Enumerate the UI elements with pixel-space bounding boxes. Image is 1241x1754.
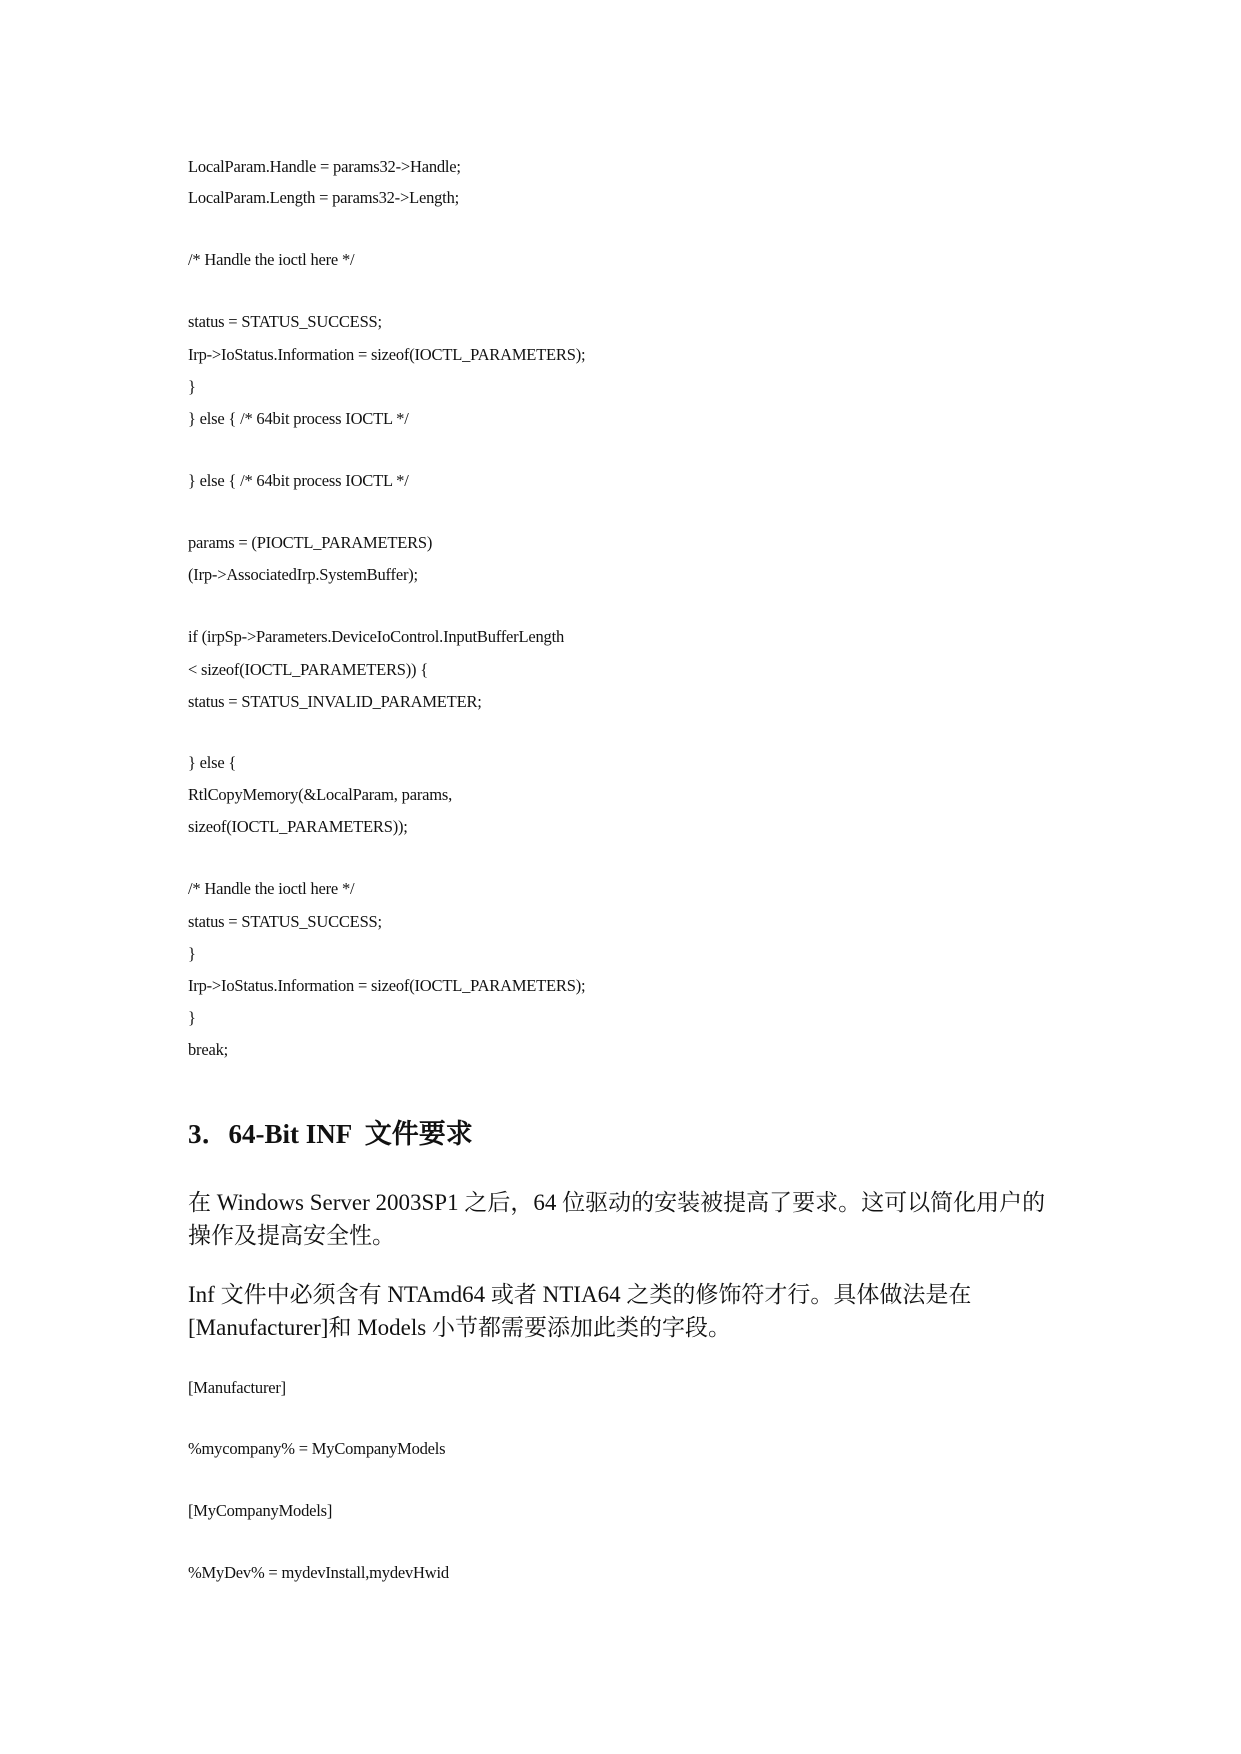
body-paragraph: Inf 文件中必须含有 NTAmd64 或者 NTIA64 之类的修饰符才行。具体做法是在[Manufacturer]和 Models 小节都需要添加此类的字段。: [188, 1282, 972, 1340]
code-line: [Manufacturer]: [188, 1378, 286, 1397]
code-line: if (irpSp->Parameters.DeviceIoControl.InputBufferLength: [188, 627, 565, 646]
code-line: } else { /* 64bit process IOCTL */: [188, 471, 409, 490]
code-line: LocalParam.Handle = params32->Handle;: [188, 157, 461, 176]
code-line: params = (PIOCTL_PARAMETERS): [188, 533, 433, 552]
code-line: LocalParam.Length = params32->Length;: [188, 188, 459, 207]
code-line: } else { /* 64bit process IOCTL */: [188, 409, 409, 428]
code-line: %MyDev% = mydevInstall,mydevHwid: [188, 1563, 449, 1582]
body-paragraph: 在 Windows Server 2003SP1 之后，64 位驱动的安装被提高了要求。这可以简化用户的操作及提高安全性。: [188, 1190, 1046, 1248]
code-line: }: [188, 944, 196, 963]
code-line: /* Handle the ioctl here */: [188, 879, 355, 898]
code-line: /* Handle the ioctl here */: [188, 250, 355, 269]
code-line: status = STATUS_SUCCESS;: [188, 912, 382, 931]
code-line: Irp->IoStatus.Information = sizeof(IOCTL_PARAMETERS);: [188, 976, 586, 995]
code-line: sizeof(IOCTL_PARAMETERS));: [188, 817, 408, 836]
code-line: [MyCompanyModels]: [188, 1501, 333, 1520]
code-line: Irp->IoStatus.Information = sizeof(IOCTL_PARAMETERS);: [188, 345, 586, 364]
code-line: < sizeof(IOCTL_PARAMETERS)) {: [188, 660, 428, 679]
code-line: }: [188, 1008, 196, 1027]
code-line: status = STATUS_SUCCESS;: [188, 312, 382, 331]
code-line: break;: [188, 1040, 229, 1059]
code-line: RtlCopyMemory(&LocalParam, params,: [188, 785, 453, 804]
code-line: status = STATUS_INVALID_PARAMETER;: [188, 692, 482, 711]
code-line: }: [188, 377, 196, 396]
code-line: } else {: [188, 753, 237, 772]
code-line: (Irp->AssociatedIrp.SystemBuffer);: [188, 565, 418, 584]
section-heading: 3．64-Bit INF 文件要求: [188, 1119, 473, 1149]
code-line: %mycompany% = MyCompanyModels: [188, 1439, 446, 1458]
